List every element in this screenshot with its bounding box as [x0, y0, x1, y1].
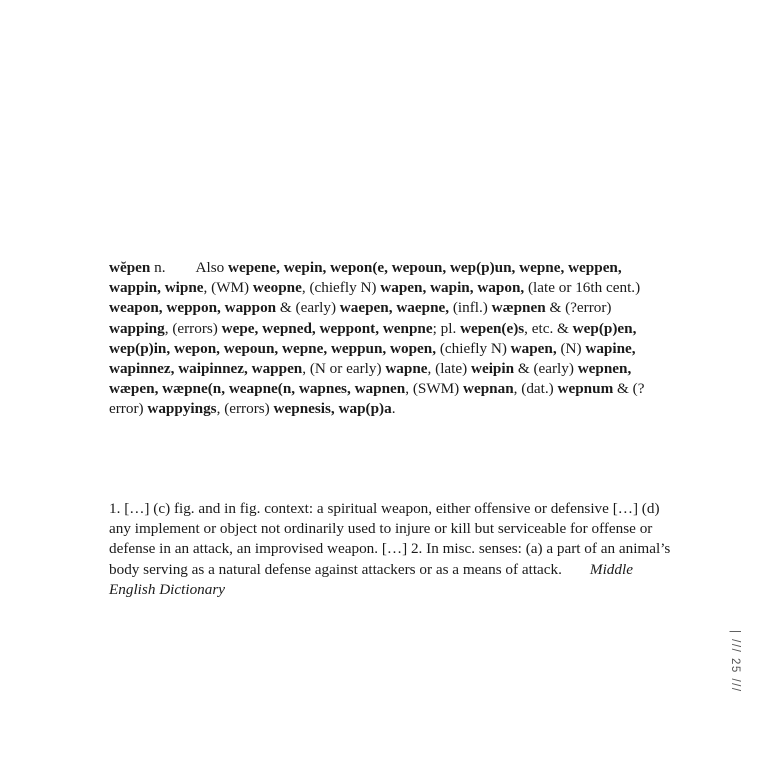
- headword: wĕpen: [109, 259, 151, 276]
- part-of-speech: n.: [154, 259, 166, 276]
- definition-quote: [109, 499, 679, 600]
- variant-note: (infl.): [449, 299, 492, 317]
- variant-form: wepe, wepned, weppont, wenpne: [221, 319, 433, 337]
- variant-note: , (SWM): [405, 380, 464, 398]
- variant-form: wep(p)en, wep(p)in, wepon, wepoun, wepne, weppun, wopen,: [109, 319, 637, 357]
- variant-form: wæpnen: [491, 299, 546, 317]
- variant-note: , (dat.): [513, 380, 558, 398]
- variant-note: (chiefly N): [436, 339, 511, 357]
- variant-note: & (early): [276, 299, 340, 317]
- variant-form: wepnum: [557, 380, 614, 398]
- variant-note: & (?error): [545, 299, 612, 317]
- variant-note: ; pl.: [432, 319, 461, 337]
- variant-form: wapen,: [510, 339, 557, 357]
- variant-form: wappyings: [147, 400, 217, 418]
- dictionary-entry: [109, 258, 669, 420]
- variant-note: , (late): [427, 360, 471, 378]
- variant-note: & (early): [514, 360, 578, 378]
- variant-note: , etc. &: [524, 319, 573, 337]
- variant-note: , (errors): [216, 400, 274, 418]
- variant-form: wepnen, wæpen, wæpne(n, weapne(n, wapnes, wapnen: [109, 360, 632, 398]
- variant-form: wepnan: [463, 380, 514, 398]
- variant-form: weapon, weppon, wappon: [109, 299, 277, 317]
- variant-note: , (errors): [164, 319, 222, 337]
- variant-note: (N): [556, 339, 586, 357]
- variant-note: , (WM): [203, 279, 253, 297]
- variant-form: wapne: [385, 360, 428, 378]
- variant-note: , (N or early): [302, 360, 386, 378]
- variant-form: wapine, wapinnez, waipinnez, wappen: [109, 339, 636, 378]
- variant-note: .: [391, 400, 396, 418]
- variant-form: wapping: [109, 319, 165, 337]
- variant-note: Also: [195, 259, 229, 276]
- variant-form: wepene, wepin, wepon(e, wepoun, wep(p)un, wepne, weppen, wappin, wipne: [109, 259, 622, 297]
- source-citation: Middle English Dictionary: [109, 560, 633, 598]
- page-number: | /// 25 ///: [729, 630, 741, 693]
- variant-note: , (chiefly N): [301, 279, 381, 297]
- variant-form: weipin: [470, 360, 515, 378]
- variant-form: waepen, waepne,: [339, 299, 450, 317]
- variant-form: wapen, wapin, wapon,: [380, 279, 525, 297]
- variant-note: & (?error): [109, 380, 645, 418]
- variant-forms: [109, 259, 644, 417]
- variant-note: (late or 16th cent.): [524, 279, 641, 297]
- variant-form: wepen(e)s: [460, 319, 525, 337]
- variant-form: weopne: [252, 279, 302, 297]
- variant-form: wepnesis, wap(p)a: [273, 400, 392, 418]
- definition-text: 1. […] (c) fig. and in fig. context: a spiritual weapon, either offensive or defensive […] (d) any implement or object not ordinarily used to injure or kill but serviceable for offense or defense in an attack, an improvised weapon. […] 2. In misc. senses: (a) a part of an animal’s body serving as a natural defense against attackers or as a means of attack.: [109, 500, 671, 578]
